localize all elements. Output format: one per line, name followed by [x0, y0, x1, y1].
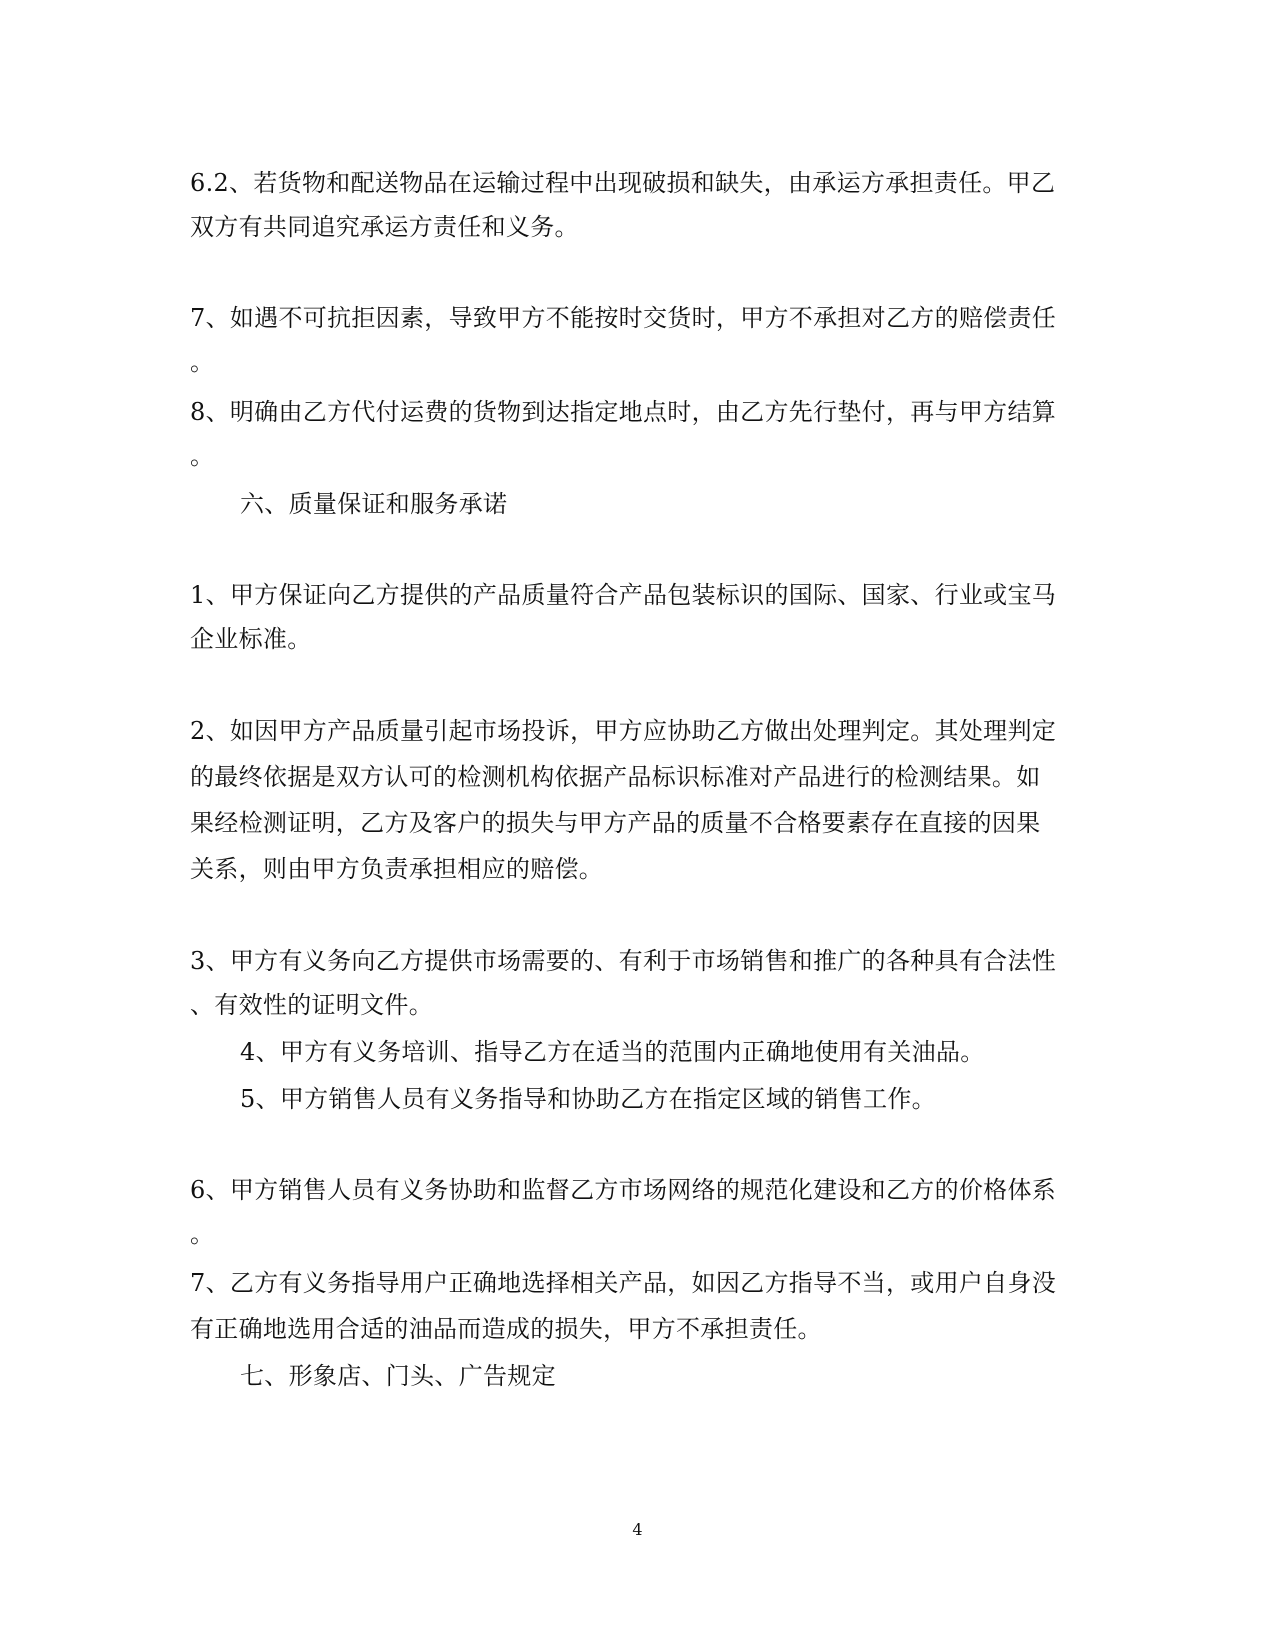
quality-clause-1-line-1: 1、甲方保证向乙方提供的产品质量符合产品包装标识的国际、国家、行业或宝马: [190, 581, 1057, 609]
quality-clause-2-line-4: 关系，则由甲方负责承担相应的赔偿。: [190, 855, 604, 883]
clause-7-line-2: 。: [190, 348, 215, 376]
quality-clause-4: 4、甲方有义务培训、指导乙方在适当的范围内正确地使用有关油品。: [240, 1038, 985, 1066]
clause-8-line-1: 8、明确由乙方代付运费的货物到达指定地点时，由乙方先行垫付，再与甲方结算: [190, 398, 1057, 426]
clause-6-2-line-2: 双方有共同追究承运方责任和义务。: [190, 213, 579, 241]
quality-clause-2-line-2: 的最终依据是双方认可的检测机构依据产品标识标准对产品进行的检测结果。如: [190, 763, 1041, 791]
page-number: 4: [632, 1520, 643, 1539]
quality-clause-1-line-2: 企业标准。: [190, 625, 312, 653]
section-heading-store-image: 七、形象店、门头、广告规定: [240, 1362, 556, 1390]
quality-clause-3-line-2: 、有效性的证明文件。: [190, 991, 433, 1019]
quality-clause-5: 5、甲方销售人员有义务指导和协助乙方在指定区域的销售工作。: [240, 1085, 936, 1113]
clause-7-line-1: 7、如遇不可抗拒因素，导致甲方不能按时交货时，甲方不承担对乙方的赔偿责任: [190, 304, 1057, 332]
quality-clause-7-line-1: 7、乙方有义务指导用户正确地选择相关产品，如因乙方指导不当，或用户自身没: [190, 1269, 1057, 1297]
quality-clause-3-line-1: 3、甲方有义务向乙方提供市场需要的、有利于市场销售和推广的各种具有合法性: [190, 947, 1057, 975]
quality-clause-6-line-1: 6、甲方销售人员有义务协助和监督乙方市场网络的规范化建设和乙方的价格体系: [190, 1176, 1057, 1204]
quality-clause-6-line-2: 。: [190, 1220, 215, 1248]
quality-clause-2-line-3: 果经检测证明，乙方及客户的损失与甲方产品的质量不合格要素存在直接的因果: [190, 809, 1041, 837]
quality-clause-7-line-2: 有正确地选用合适的油品而造成的损失，甲方不承担责任。: [190, 1315, 822, 1343]
clause-6-2-line-1: 6.2、若货物和配送物品在运输过程中出现破损和缺失，由承运方承担责任。甲乙: [190, 169, 1056, 197]
section-heading-quality: 六、质量保证和服务承诺: [240, 490, 508, 518]
clause-8-line-2: 。: [190, 442, 215, 470]
quality-clause-2-line-1: 2、如因甲方产品质量引起市场投诉，甲方应协助乙方做出处理判定。其处理判定: [190, 717, 1057, 745]
